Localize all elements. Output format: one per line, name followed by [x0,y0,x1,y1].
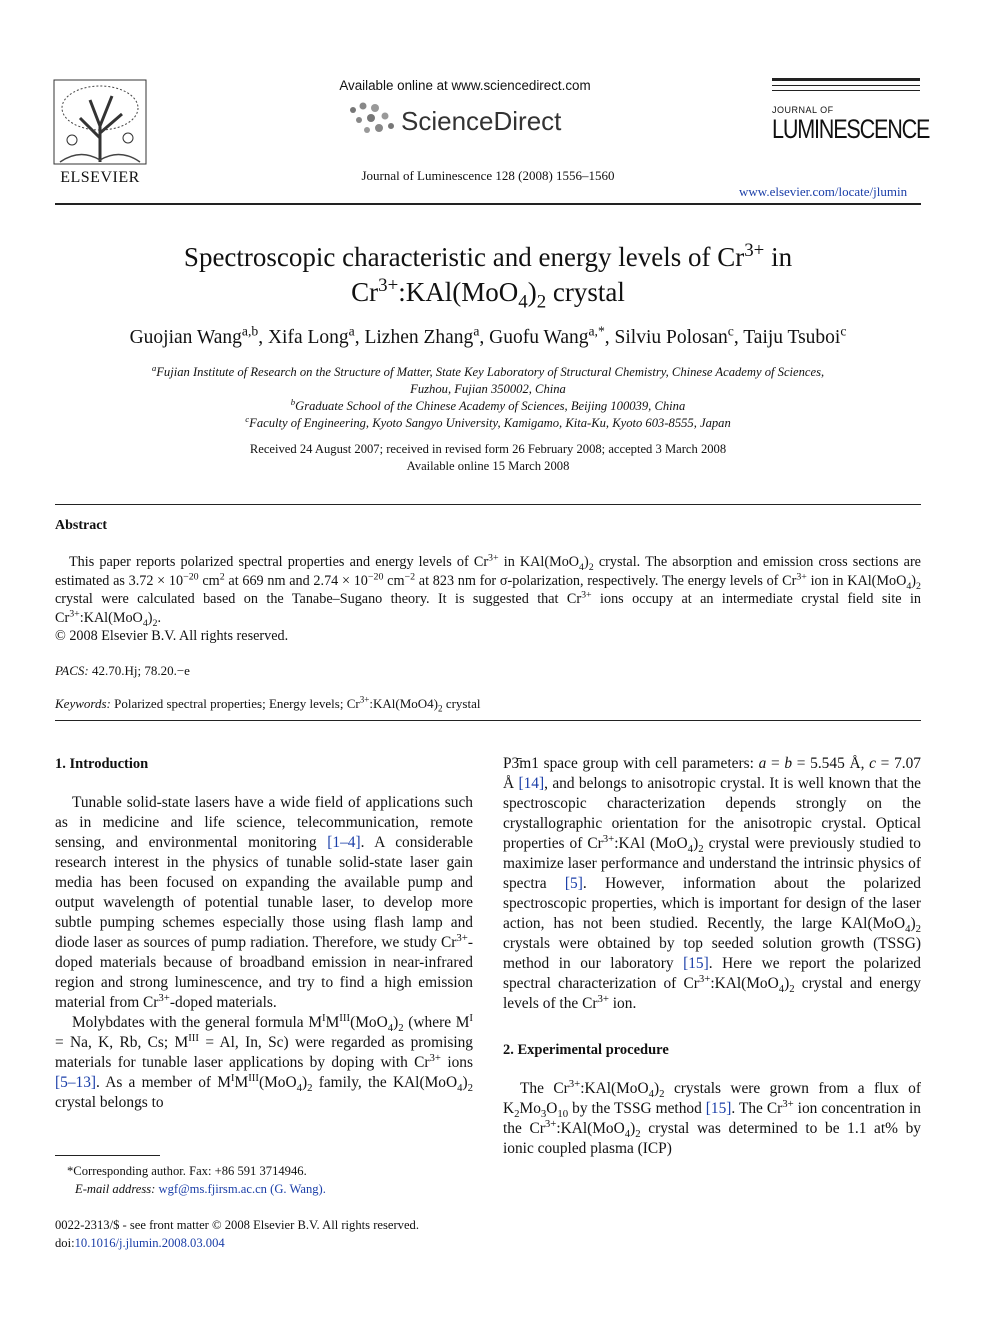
article-title: Spectroscopic characteristic and energy levels of $Cr^{3+}$ in $Cr^{3+}:KAl(MoO_4)_2$ crystal [183,240,793,313]
journal-reference: Journal of Luminescence 128 (2008) 1556–1560 [361,168,615,183]
publisher-name: ELSEVIER [60,169,140,186]
paragraph: P3̄m1 space group with cell parameters: a = b = 5.545 Å, c = 7.07 Å [14], and belongs to anisotropic crystal. It is well known that the spectroscopic characterization depends strongly on the crystallographic orientation for the anisotropic crystal. Optical properties of $Cr^{3+}:KAl$ $(MoO_4)_2$ crystal were previously studied to maximize laser performance and understand the intrinsic physics of spectra [5]. However, information about the polarized spectroscopic properties, which is important for design of the laser action, has not been studied. Recently, the large $KAl(MoO_4)_2$ crystals were obtained by top seeded solution growth (TSSG) method in our laboratory [15]. Here we report the polarized spectral characterization of $Cr^{3+}:KAl(MoO_4)_2$ crystal and energy levels of the $Cr^{3+}$ ion. [503,755,921,1012]
author[interactable]: Guofu Wang$^{a,*}$ [489,323,605,348]
paragraph: The $Cr^{3+}:KAl(MoO_4)_2$ crystals were grown from a flux of $K_2Mo_3O_{10}$ by the TSSG method [15]. The $Cr^{3+}$ ion concentration in the $Cr^{3+}:KAl(MoO_4)_2$ crystal was determined to be 1.1 at% by ionic coupled plasma (ICP) [503,1077,921,1157]
journal-logo-top: JOURNAL OF [772,105,834,115]
citation-link[interactable]: [1–4] [327,834,361,851]
pacs-line: PACS: 42.70.Hj; 78.20.−e [55,663,190,678]
left-column [55,754,473,1113]
article-dates: Received 24 August 2007; received in revised form 26 February 2008; accepted 3 March 2008 Available online 15 March 2008 [249,442,727,473]
paragraph: Molybdates with the general formula $M^IM^{III}(MoO_4)_2$ (where $M^I = Na$, K, Rb, Cs; $M^{III} = Al$, In, Sc) were regarded as promising materials for tunable laser applications by doping with $Cr^{3+}$ ions [5–13]. As a member of $M^IM^{III}(MoO_4)_2$ family, the $KAl(MoO_4)_2$ crystal belongs to [55,1011,474,1111]
section-heading-introduction: 1. Introduction [55,756,149,772]
journal-url-link[interactable]: www.elsevier.com/locate/jlumin [739,184,908,199]
doi-link[interactable]: 10.1016/j.jlumin.2008.03.004 [74,1236,225,1250]
author[interactable]: Guojian Wang$^{a,b}$ [129,323,259,348]
keywords-line: Keywords: Polarized spectral properties; Energy levels; $Cr^{3+}:KAl(MoO4)_2$ crystal [55,694,481,714]
header-divider [55,203,921,205]
citation-link[interactable]: [15] [683,955,709,972]
abstract-heading: Abstract [55,518,108,533]
footnote: *Corresponding author. Fax: +86 591 3714946. E-mail address: wgf@ms.fjirsm.ac.cn (G. Wang). [67,1164,326,1196]
citation-link[interactable]: [15] [705,1100,732,1117]
sciencedirect-dots-icon [345,100,401,140]
author[interactable]: Xifa Long$^a$ [267,323,355,348]
sciencedirect-wordmark: ScienceDirect [401,106,562,136]
abstract-body: This paper reports polarized spectral properties and energy levels of $Cr^{3+}$ in $KAl(MoO_4)_2$ crystal. The absorption and emission cross sections are estimated as $3.72 \times 10^{-20}$ $cm^2$ at 669 nm and $2.74 \times 10^{-20}$ $cm^{-2}$ at 823 nm for σ-polarization, respectively. The energy levels of $Cr^{3+}$ ion in $KAl(MoO_4)_2$ crystal were calculated based on the Tanabe–Sugano theory. It is suggested that $Cr^{3+}$ ions occupy at an intermediate crystal field site in $Cr^{3+}:KAl(MoO_4)_2$. © 2008 Elsevier B.V. All rights reserved. [55,552,921,644]
affiliations: $^a$Fujian Institute of Research on the Structure of Matter, State Key Laboratory of Structural Chemistry, Chinese Academy of Sciences, Fuzhou, Fujian 350002, China $^b$Graduate School of the Chinese Academy of Sciences, Beijing 100039, China $^c$Faculty of Engineering, Kyoto Sangyo University, Kamigamo, Kita-Ku, Kyoto 603-8555, Japan [151,362,825,430]
abstract-bottom-divider [55,720,921,721]
author[interactable]: Taiju Tsuboi$^c$ [743,323,847,348]
journal-logo [772,78,930,150]
elsevier-logo [50,78,150,186]
citation-link[interactable]: [5–13] [55,1074,97,1091]
section-heading-experimental: 2. Experimental procedure [503,1042,669,1058]
sciencedirect-logo [345,98,605,140]
citation-link[interactable]: [5] [564,875,583,892]
email-link[interactable]: wgf@ms.fjirsm.ac.cn (G. Wang). [158,1182,326,1196]
journal-logo-title: LUMINESCENCE [772,114,930,144]
author-list: Guojian Wang$^{a,b}$, Xifa Long$^a$, Lizhen Zhang$^a$, Guofu Wang$^{a,*}$, Silviu Polosan$^c$, Taiju Tsuboi$^c$ [129,323,847,348]
footnote-divider [55,1155,160,1156]
author[interactable]: Lizhen Zhang$^a$ [364,323,480,348]
paragraph: Tunable solid-state lasers have a wide field of applications such as in medicine and life science, telecommunication, remote sensing, and environmental monitoring [1–4]. A considerable research interest in the physics of tunable solid-state laser gain media has been focused on expanding the available pump and output wavelength of potential tunable laser, to develop more subtle pumping schemes especially those using flash lamp and diode laser as sources of pump radiation. Therefore, we study $Cr^{3+}$-doped materials because of broadband emission in near-infrared region and strong luminescence, and try to find a high emission material from $Cr^{3+}$-doped materials. [55,794,474,1011]
footer: 0022-2313/$ - see front matter © 2008 Elsevier B.V. All rights reserved. doi:10.1016/j.jlumin.2008.03.004 [55,1218,419,1250]
right-column [503,754,921,1159]
author[interactable]: Silviu Polosan$^c$ [614,323,734,348]
copyright-line: © 2008 Elsevier B.V. All rights reserved. [55,628,289,644]
citation-link[interactable]: [14] [518,775,545,792]
available-online: Available online at www.sciencedirect.com [339,78,591,93]
abstract-top-divider [55,504,921,505]
elsevier-tree-icon [50,78,150,166]
